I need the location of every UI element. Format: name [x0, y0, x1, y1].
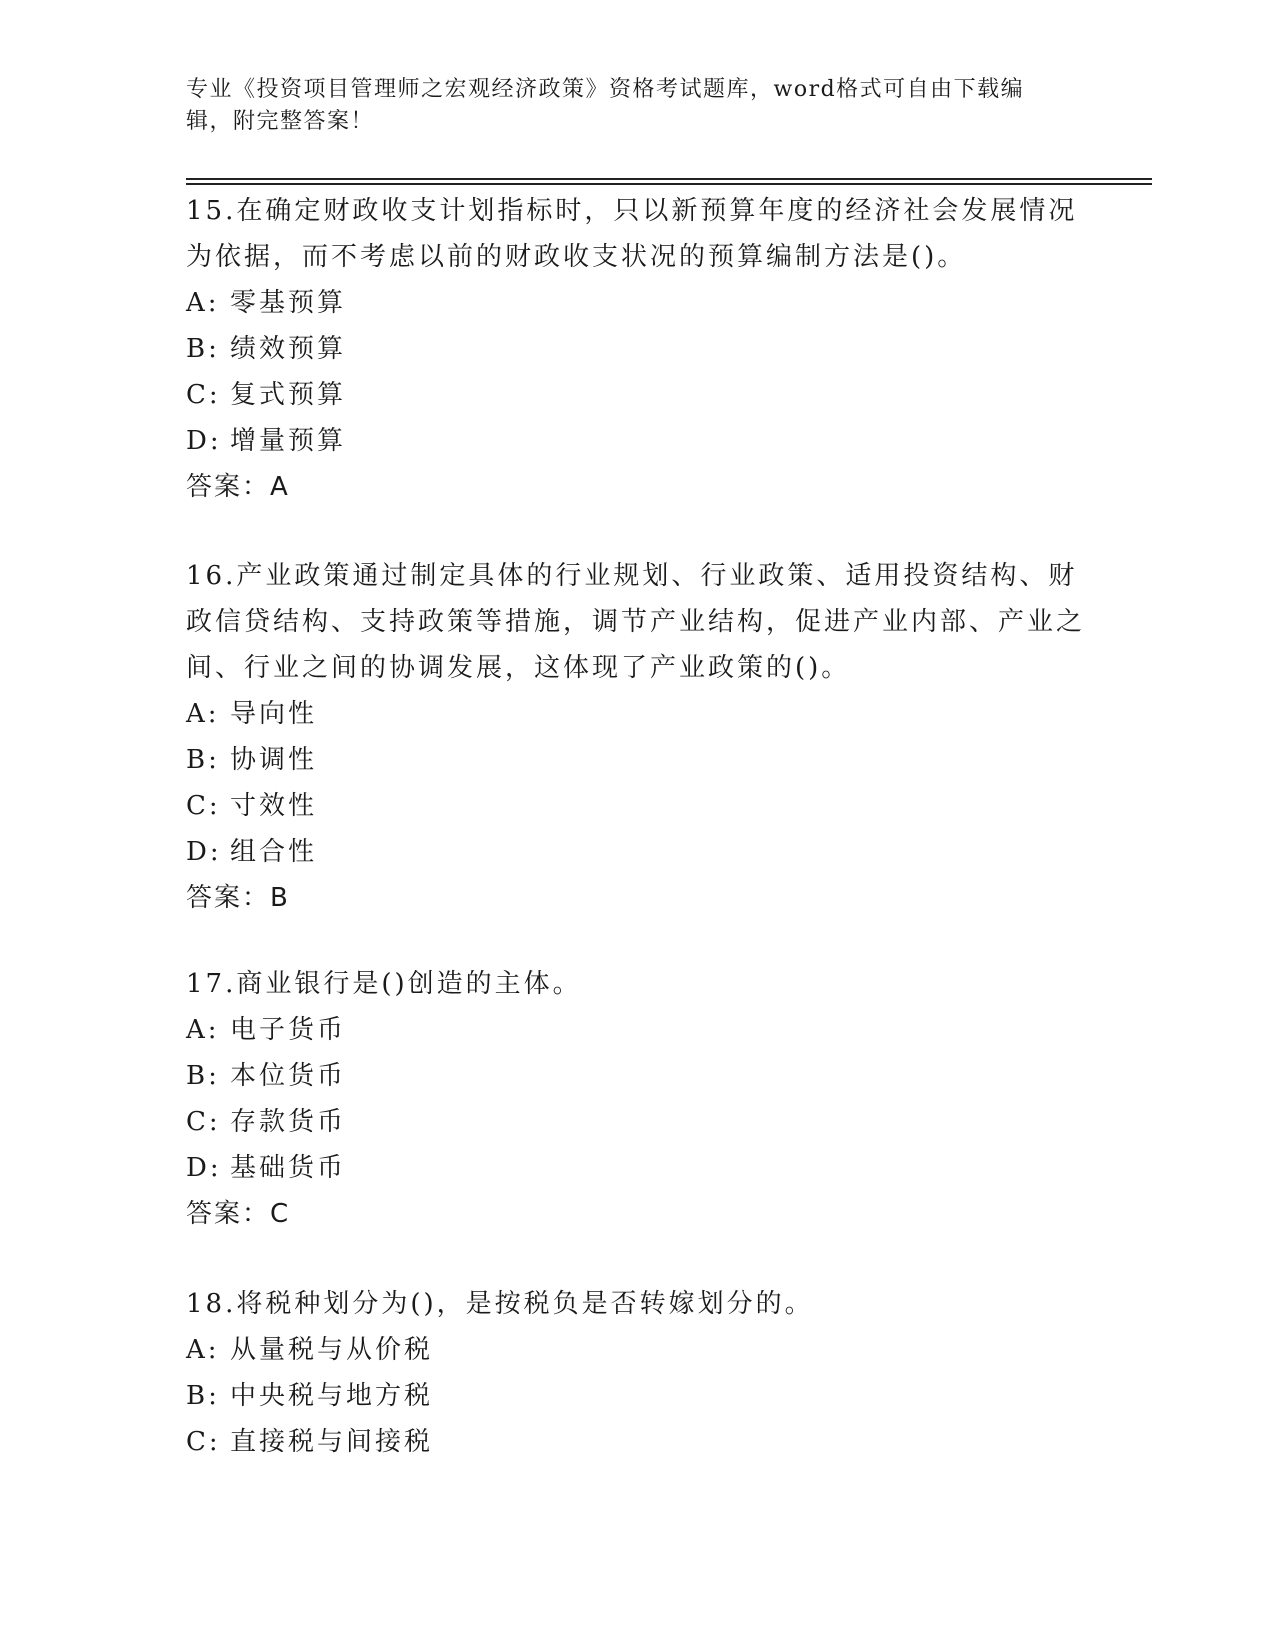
option-text: 导向性: [230, 699, 318, 729]
option-d: [186, 829, 1086, 875]
option-text: 存款货币: [230, 1107, 347, 1137]
option-text: 本位货币: [230, 1061, 347, 1091]
option-a: [186, 1007, 1086, 1053]
option-label: B:: [186, 334, 220, 364]
option-text: 增量预算: [230, 426, 347, 456]
option-label: B:: [186, 745, 220, 775]
option-c: [186, 783, 1086, 829]
option-d: [186, 418, 1086, 464]
header-note: 专业《投资项目管理师之宏观经济政策》资格考试题库，word格式可自由下载编辑，附完整答案！: [186, 77, 1025, 134]
option-c: [186, 372, 1086, 418]
option-label: C:: [186, 1427, 221, 1457]
option-text: 零基预算: [230, 288, 347, 318]
question-stem: 17.商业银行是()创造的主体。: [186, 969, 582, 999]
option-c: [186, 1099, 1086, 1145]
option-b: [186, 1053, 1086, 1099]
option-b: [186, 737, 1086, 783]
option-c: [186, 1419, 1086, 1465]
option-text: 绩效预算: [230, 334, 347, 364]
option-a: [186, 1327, 1086, 1373]
option-label: A:: [186, 699, 220, 729]
option-label: D:: [186, 837, 222, 867]
question-stem: 18.将税种划分为()，是按税负是否转嫁划分的。: [186, 1289, 814, 1319]
option-label: D:: [186, 426, 222, 456]
option-text: 直接税与间接税: [230, 1427, 434, 1457]
option-label: A:: [186, 288, 220, 318]
answer-line: [186, 875, 1086, 921]
option-b: [186, 1373, 1086, 1419]
option-text: 基础货币: [230, 1153, 347, 1183]
question-18: [186, 1281, 1086, 1465]
option-label: C:: [186, 791, 221, 821]
question-stem: 16.产业政策通过制定具体的行业规划、行业政策、适用投资结构、财政信贷结构、支持政策等措施，调节产业结构，促进产业内部、产业之间、行业之间的协调发展，这体现了产业政策的()。: [186, 561, 1086, 683]
answer-value: B: [270, 883, 290, 913]
option-text: 组合性: [230, 837, 318, 867]
question-16: [186, 553, 1086, 921]
answer-prefix: 答案：: [186, 1199, 271, 1229]
answer-value: C: [270, 1199, 291, 1229]
option-text: 复式预算: [230, 380, 347, 410]
question-17: [186, 961, 1086, 1237]
question-stem: 15.在确定财政收支计划指标时，只以新预算年度的经济社会发展情况为依据，而不考虑以前的财政收支状况的预算编制方法是()。: [186, 196, 1078, 272]
answer-prefix: 答案：: [186, 472, 271, 502]
option-text: 中央税与地方税: [230, 1381, 434, 1411]
option-d: [186, 1145, 1086, 1191]
option-label: B:: [186, 1381, 220, 1411]
option-text: 电子货币: [230, 1015, 347, 1045]
option-label: D:: [186, 1153, 222, 1183]
answer-line: [186, 464, 1086, 510]
answer-prefix: 答案：: [186, 883, 271, 913]
header-rule-top: [186, 178, 1152, 180]
answer-value: A: [270, 472, 290, 502]
option-label: C:: [186, 1107, 221, 1137]
answer-line: [186, 1191, 1086, 1237]
header-rule-bottom: [186, 183, 1152, 185]
option-label: C:: [186, 380, 221, 410]
option-label: A:: [186, 1335, 220, 1365]
option-text: 协调性: [230, 745, 318, 775]
option-label: B:: [186, 1061, 220, 1091]
question-15: [186, 188, 1086, 510]
option-a: [186, 280, 1086, 326]
option-b: [186, 326, 1086, 372]
option-text: 从量税与从价税: [230, 1335, 434, 1365]
option-text: 寸效性: [230, 791, 318, 821]
option-label: A:: [186, 1015, 220, 1045]
option-a: [186, 691, 1086, 737]
